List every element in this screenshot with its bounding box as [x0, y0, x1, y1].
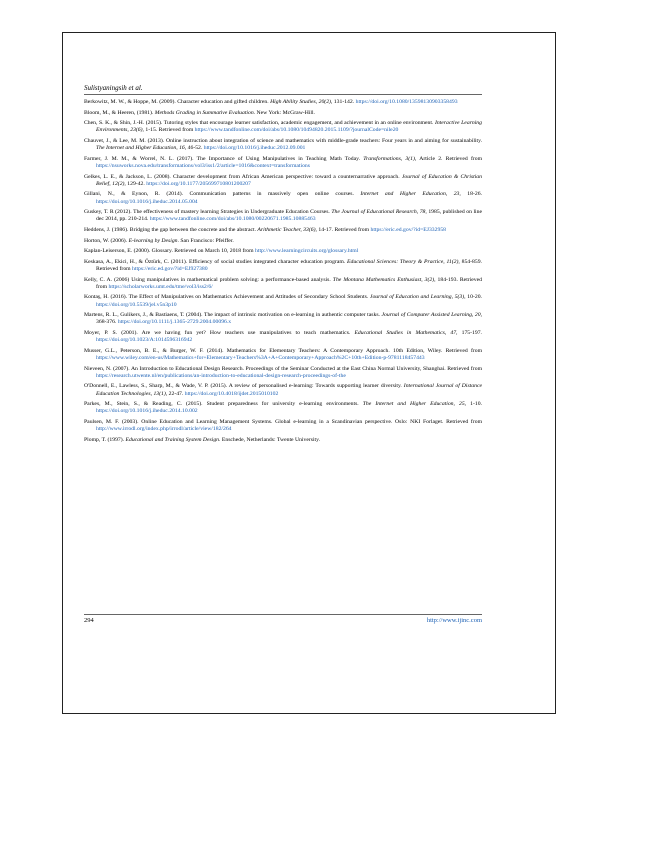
reference-link[interactable]: https://doi.org/10.4018/ijdet.2015010102	[184, 390, 279, 397]
reference-text: 14-17. Retrieved from	[316, 226, 371, 233]
reference-link[interactable]: https://eric.ed.gov/?id=EJ927380	[132, 265, 208, 272]
running-head: Sulistyaningsih et al.	[84, 84, 143, 92]
reference-entry	[84, 110, 482, 117]
reference-text: 1-15. Retrieved from	[143, 127, 195, 134]
reference-source: Journal of Education & Christian Belief, 12(2),	[96, 173, 482, 187]
reference-entry	[84, 259, 482, 273]
reference-entry	[84, 191, 482, 205]
reference-text: . Enschede, Netherlands: Twente University.	[219, 436, 321, 443]
reference-text: Parkes, M., Stein, S., & Reading, C. (2015). Student preparedness for university e-learning environments.	[84, 401, 363, 408]
reference-link[interactable]: https://doi.org/10.1080/13598130903358493	[355, 99, 458, 105]
reference-link[interactable]: https://www.tandfonline.com/doi/abs/10.1080/10494820.2015.1109/?journalCode=nile20	[194, 127, 399, 134]
reference-text: 10-20.	[465, 294, 482, 301]
reference-text: . New York: McGraw-Hill.	[253, 109, 315, 116]
reference-source: The Journal of Educational Research, 78,	[331, 209, 427, 216]
reference-link[interactable]: https://doi.org/10.1016/j.iheduc.2012.09.001	[203, 145, 306, 152]
reference-text: Horton, W. (2006).	[84, 237, 129, 244]
reference-text: 1-10.	[466, 401, 482, 408]
reference-text: Musser, G.L., Peterson, B. E., & Burger, W. F. (2014). Mathematics for Elementary Teachers: A Contemporary Approach. 10th Edition, Wiley. Retrieved from	[84, 347, 482, 354]
reference-entry	[84, 238, 482, 245]
reference-entry	[84, 383, 482, 397]
journal-url-link[interactable]: http://www.ijinc.com	[426, 617, 482, 624]
reference-entry	[84, 99, 482, 106]
reference-entry	[84, 419, 482, 433]
reference-text: Kelly, C. A. (2006) Using manipulatives in mathematical problem solving: a performance-based analysis.	[84, 276, 333, 283]
reference-entry	[84, 401, 482, 415]
reference-entry	[84, 437, 482, 444]
reference-text: 854-859. Retrieved from	[96, 258, 482, 272]
reference-source: E-learning by Design	[128, 237, 178, 244]
page-number: 294	[84, 617, 94, 624]
reference-entry	[84, 120, 482, 134]
reference-text: 18-26.	[460, 191, 482, 198]
reference-text: Gelkes, L. E., & Jackson, L. (2008). Character development from African American perspective: toward a counternarrative approach.	[84, 173, 402, 180]
reference-text: Gillani, N., & Eynon, R. (2014). Communication patterns in massively open online courses.	[84, 191, 361, 198]
reference-source: Journal of Education and Learning, 5(3),	[369, 294, 466, 301]
reference-list	[84, 99, 482, 447]
reference-text: 129-42.	[125, 180, 147, 187]
reference-entry	[84, 294, 482, 308]
reference-entry	[84, 312, 482, 326]
reference-text: 1985, published on line dec 2014, pp. 210-214.	[96, 209, 482, 223]
reference-text: Martens, R. L., Gulikers, J., & Bastiaens, T. (2004). The impact of intrinsic motivation on e-learning in authentic computer tasks.	[84, 312, 382, 319]
reference-text: Kontaş, H. (2016). The Effect of Manipulatives on Mathematics Achievement and Attitudes of Secondary School Students.	[84, 294, 370, 301]
reference-source: Internet and Higher Education, 23,	[360, 191, 461, 198]
reference-text: Berkowitz, M. W., & Hoppe, M. (2009). Character education and gifted children.	[84, 99, 271, 105]
reference-text: 46-52.	[186, 145, 204, 152]
reference-text: Farmer, J. M. M., & Worrel, N. L. (2017). The Importance of Using Manipulatives in Teaching Math Today.	[84, 155, 364, 162]
reference-link[interactable]: https://www.wiley.com/en-us/Mathematics+for+Elementary+Teachers%3A+A+Contemporary+Approach%2C+10th+Edition-p-9781118457443	[96, 354, 425, 361]
reference-source: International Journal of Distance Education Technologies, 13(1),	[96, 383, 482, 397]
reference-entry	[84, 248, 482, 255]
reference-entry	[84, 330, 482, 344]
reference-text: 175-197.	[457, 329, 482, 336]
reference-link[interactable]: http://www.irrodl.org/index.php/irrodl/article/view/182/264	[96, 426, 232, 433]
reference-link[interactable]: https://eric.ed.gov/?id=EJ332958	[370, 226, 447, 233]
reference-entry	[84, 138, 482, 152]
reference-text: Keskasa, A., Ekici, H., & Öztürk, C. (2011). Efficiency of social studies integrated character education program.	[84, 258, 348, 265]
reference-link[interactable]: https://nsuworks.nova.edu/transformations/vol3/iss1/2/article=1016&context=transformations	[96, 162, 310, 169]
reference-source: Methods Grading in Summative Evaluation	[154, 109, 254, 116]
reference-text: Kaplan-Leiserson, E. (2000). Glossary. Retrieved on March 10, 2018 from	[84, 248, 256, 255]
reference-text: Article 2. Retrieved from	[416, 155, 483, 162]
reference-text: Nieveen, N. (2007). An Introduction to Educational Design Research. Proceedings of the Seminar Conducted at the East China Normal University, Shanghai. Retrieved from	[84, 365, 482, 372]
reference-source: Journal of Computer Assisted Learning, 20,	[381, 312, 482, 319]
reference-entry	[84, 174, 482, 188]
reference-link[interactable]: https://doi.org/10.1016/j.iheduc.2014.05.004	[96, 198, 198, 205]
header-rule	[84, 94, 482, 95]
reference-entry	[84, 209, 482, 223]
reference-text: 131-142.	[332, 99, 356, 105]
reference-source: Educational Studies in Mathematics, 47,	[354, 329, 458, 336]
reference-text: Plomp, T. (1997).	[84, 436, 126, 443]
reference-source: Interactive Learning Environments, 23(6),	[96, 120, 482, 134]
reference-text: 368-376.	[96, 319, 118, 326]
reference-text: 184-193. Retrieved from	[96, 276, 482, 290]
footer-rule	[84, 614, 482, 615]
reference-link[interactable]: https://doi.org/10.5539/jel.v5n3p10	[96, 301, 177, 308]
reference-text: Paulsen, M. F. (2003). Online Education and Learning Management Systems. Global e-learning in a Scandinavian perspective. Oslo: NKI Forlaget. Retrieved from	[84, 418, 482, 425]
reference-link[interactable]: http://www.learningcircuits.org/glossary.html	[255, 248, 359, 255]
reference-entry	[84, 277, 482, 291]
reference-source: The Internet and Higher Education, 16,	[96, 145, 187, 152]
reference-entry	[84, 348, 482, 362]
reference-text: Moyer, P. S. (2001). Are we having fun yet? How teachers use manipulatives to teach mathematics.	[84, 329, 355, 336]
reference-text: 22-47.	[167, 390, 185, 397]
reference-link[interactable]: https://doi.org/10.1016/j.iheduc.2014.10.002	[96, 408, 198, 415]
reference-source: Educational and Training System Design	[125, 436, 220, 443]
reference-text: Guskey, T. R (2012). The effectiveness of mastery learning Strategies in Undergraduate Education Courses.	[84, 209, 332, 216]
reference-text: O'Donnell, E., Lawless, S., Sharp, M., & Wade, V. P. (2015). A review of personalised e-learning: Towards supporting learner diversity.	[84, 383, 404, 390]
reference-link[interactable]: https://doi.org/10.1023/A:1014596316942	[96, 337, 193, 344]
reference-source: Transformations, 3(1),	[363, 155, 417, 162]
reference-source: The Internet and Higher Education, 25,	[362, 401, 467, 408]
reference-text: Heddens, J. (1986). Bridging the gap between the concrete and the abstract.	[84, 226, 258, 233]
reference-source: The Montana Mathematics Enthusiast, 3(2),	[332, 276, 436, 283]
reference-entry	[84, 227, 482, 234]
reference-source: Educational Sciences: Theory & Practice, 11(2),	[347, 258, 460, 265]
reference-text: Chen, S. K., & Shin, J.-H. (2015). Tutoring styles that encourage learner satisfaction, academic engagement, and achievement in an online environment.	[84, 120, 435, 127]
reference-link[interactable]: https://doi.org/10.1177/205699710801200207	[146, 180, 251, 187]
reference-entry	[84, 366, 482, 380]
reference-source: High Ability Studies, 20(2),	[270, 99, 333, 105]
reference-link[interactable]: https://research.utwente.nl/en/publications/an-introduction-to-educational-design-research-proceedings-of-the	[96, 372, 346, 379]
reference-link[interactable]: https://www.tandfonline.com/doi/abs/10.1080/00220671.1985.10885463	[149, 216, 316, 223]
reference-text: Chauvet, J., & Lee, M. M. (2013). Online instruction about integration of science and mathematics with middle-grade teachers: Four years in and aiming for sustainability.	[84, 137, 482, 144]
reference-text: Bloom, M., & Heeren, (1981).	[84, 109, 155, 116]
reference-link[interactable]: https://scholarworks.umt.edu/tme/vol3/iss2/6/	[108, 283, 213, 290]
reference-text: . San Francisco: Pfeiffer.	[177, 237, 234, 244]
reference-entry	[84, 156, 482, 170]
reference-source: Arithmetic Teacher, 33(6),	[257, 226, 317, 233]
reference-link[interactable]: https://doi.org/10.1111/j.1365-2729.2004.00096.x	[117, 319, 232, 326]
